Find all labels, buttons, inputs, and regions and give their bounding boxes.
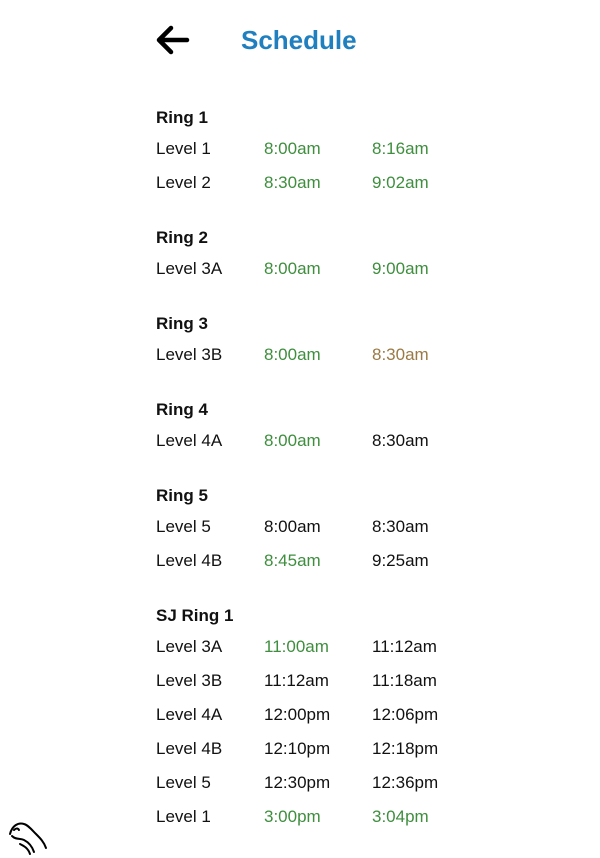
start-time: 8:00am xyxy=(264,139,321,158)
start-time: 8:00am xyxy=(264,517,321,536)
end-time: 3:04pm xyxy=(372,807,429,826)
level-label: Level 4A xyxy=(156,431,223,450)
ring-title: SJ Ring 1 xyxy=(156,606,234,625)
start-time: 12:30pm xyxy=(264,773,331,792)
end-time: 9:02am xyxy=(372,173,429,192)
end-time: 11:18am xyxy=(372,671,437,690)
ring-title: Ring 1 xyxy=(156,108,208,127)
level-label: Level 3B xyxy=(156,671,223,690)
end-time: 8:30am xyxy=(372,431,429,450)
level-label: Level 3B xyxy=(156,345,223,364)
schedule-row xyxy=(156,166,576,200)
level-label: Level 2 xyxy=(156,173,211,192)
start-time: 3:00pm xyxy=(264,807,321,826)
ring-section xyxy=(156,309,576,372)
level-label: Level 4B xyxy=(156,739,223,758)
schedule-row xyxy=(156,544,576,578)
start-time: 8:00am xyxy=(264,345,321,364)
end-time: 8:30am xyxy=(372,345,429,364)
ring-section xyxy=(156,223,576,286)
ring-section xyxy=(156,481,576,578)
level-label: Level 3A xyxy=(156,637,223,656)
start-time: 8:00am xyxy=(264,431,321,450)
schedule-row xyxy=(156,132,576,166)
level-label: Level 1 xyxy=(156,139,211,158)
schedule-row xyxy=(156,800,576,834)
level-label: Level 3A xyxy=(156,259,223,278)
start-time: 11:12am xyxy=(264,671,329,690)
ring-section xyxy=(156,103,576,200)
arrow-left-icon xyxy=(154,24,190,56)
ring-section xyxy=(156,395,576,458)
back-button[interactable] xyxy=(150,20,194,60)
schedule-row xyxy=(156,424,576,458)
schedule-row xyxy=(156,252,576,286)
end-time: 8:16am xyxy=(372,139,429,158)
schedule-row xyxy=(156,732,576,766)
start-time: 12:00pm xyxy=(264,705,331,724)
level-label: Level 4A xyxy=(156,705,223,724)
start-time: 11:00am xyxy=(264,637,329,656)
end-time: 9:00am xyxy=(372,259,429,278)
start-time: 8:00am xyxy=(264,259,321,278)
ring-title: Ring 5 xyxy=(156,486,208,505)
level-label: Level 5 xyxy=(156,773,211,792)
end-time: 12:18pm xyxy=(372,739,439,758)
schedule-row xyxy=(156,766,576,800)
ring-title: Ring 4 xyxy=(156,400,208,419)
ring-title: Ring 3 xyxy=(156,314,208,333)
schedule-row xyxy=(156,630,576,664)
schedule-row xyxy=(156,664,576,698)
ring-section xyxy=(156,601,576,834)
schedule-list xyxy=(156,103,576,857)
ring-title: Ring 2 xyxy=(156,228,208,247)
end-time: 8:30am xyxy=(372,517,429,536)
page-title: Schedule xyxy=(241,25,357,55)
level-label: Level 1 xyxy=(156,807,211,826)
end-time: 12:36pm xyxy=(372,773,439,792)
horse-head-icon xyxy=(6,812,56,858)
start-time: 8:45am xyxy=(264,551,321,570)
end-time: 11:12am xyxy=(372,637,437,656)
level-label: Level 5 xyxy=(156,517,211,536)
end-time: 9:25am xyxy=(372,551,429,570)
schedule-row xyxy=(156,338,576,372)
end-time: 12:06pm xyxy=(372,705,439,724)
schedule-row xyxy=(156,698,576,732)
app-header xyxy=(0,0,600,80)
schedule-row xyxy=(156,510,576,544)
level-label: Level 4B xyxy=(156,551,223,570)
start-time: 8:30am xyxy=(264,173,321,192)
start-time: 12:10pm xyxy=(264,739,331,758)
